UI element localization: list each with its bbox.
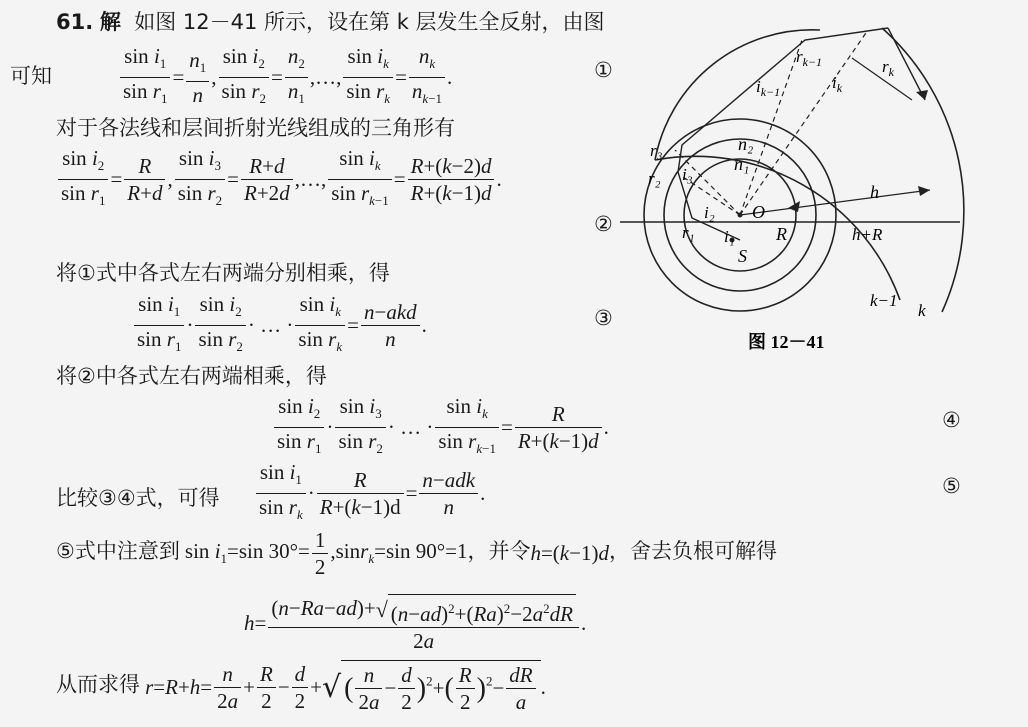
label-n1: n₁ (734, 154, 750, 174)
marker-2: ② (594, 212, 613, 236)
intro-line (56, 6, 605, 36)
multiply-label-1: 将①式中各式左右两端分别相乘，得 (56, 261, 390, 285)
intro-text: 如图 12－41 所示，设在第 k 层发生全反射，由图 (134, 10, 605, 34)
equation-1: $\frac{\sin i_1}{\sin r_1}$ = $\frac{n_1}{n}$ , $\frac{\sin i_2}{\sin r_2}$ = $\frac{n_2}{n_1}$ ,…, $\frac{\sin i_k}{\sin r_k}$ = $\frac{n_k}{n_{k-1}}$ . (118, 44, 452, 111)
label-S: S (738, 246, 747, 266)
r-formula: 从而求得 r=R+h= $\frac{n}{2a}$ + $\frac{R}{2}$ − $\frac{d}{2}$ +√ ( $\frac{n}{2a}$ − $\frac{d}{2}$ )$^2$+( $\frac{R}{2}$ )$^2$− $\frac{dR}{a}$ . (56, 661, 546, 714)
compare-label: 比较③④式，可得 (56, 486, 220, 510)
equation-5: $\frac{\sin i_1}{\sin r_k}$ · $\frac{R}{R+(k-1)d}$ = n−adk n . (254, 460, 485, 527)
label-i1: i₁ (724, 227, 735, 246)
label-ik: $i_k$ (832, 73, 843, 95)
label-O: O (752, 202, 765, 222)
label-h: h (870, 182, 879, 202)
h-formula: h= $\frac{(n-Ra-ad)+√ (n-ad)^2+(Ra)^2-2a^2dR}{2a}$ . (244, 595, 587, 653)
kezhi-label: 可知 (10, 64, 52, 88)
solution-label: 解 (99, 10, 121, 34)
label-i2: i₂ (704, 203, 715, 222)
label-n2: n₂ (738, 134, 754, 154)
problem-number: 61. (56, 10, 94, 34)
figure-12-41 (620, 0, 1020, 360)
label-rk: $r_k$ (882, 57, 894, 79)
label-ik1: $i_{k-1}$ (756, 77, 781, 99)
label-r2: r₂ (648, 169, 661, 188)
figure-caption: 图 12－41 (748, 332, 825, 352)
marker-4: ④ (942, 408, 961, 432)
substitution-line: ⑤式中注意到 $\sin i_1=\sin$ 30°= $\frac{1}{2}$ ,sinr$_k$=sin 90°=1，并令h=(k−1)d，舍去负根可解得 (56, 528, 777, 579)
equation-3: $\frac{\sin i_1}{\sin r_1}$ · $\frac{\sin i_2}{\sin r_2}$ · … · $\frac{\sin i_k}{\sin r_k}$ = n−akd n . (132, 292, 427, 359)
label-k1: k−1 (870, 291, 898, 310)
note-text-b: ，并令 (467, 539, 531, 563)
label-hR: h+R (852, 225, 883, 244)
label-r3: r₃ (650, 141, 663, 160)
equation-4: $\frac{\sin i_2}{\sin r_1}$ · $\frac{\sin i_3}{\sin r_2}$ · … · $\frac{\sin i_k}{\sin r_{k-1}}$ = $\frac{R}{R+(k-1)d}$ . (272, 394, 609, 461)
result-label: 从而求得 (56, 672, 140, 697)
label-k: k (918, 301, 926, 320)
label-R: R (776, 224, 787, 244)
triangle-label: 对于各法线和层间折射光线组成的三角形有 (56, 116, 455, 140)
marker-1: ① (594, 58, 613, 82)
label-rk1: $r_{k-1}$ (796, 47, 823, 69)
marker-3: ③ (594, 306, 613, 330)
circle-k (882, 28, 964, 312)
multiply-label-2: 将②中各式左右两端相乘，得 (56, 364, 327, 388)
label-r1: r₁ (682, 223, 695, 242)
note-text-c: ，舍去负根可解得 (608, 539, 777, 563)
marker-5: ⑤ (942, 474, 961, 498)
note-text-a: ⑤式中注意到 (56, 539, 180, 563)
equation-2: $\frac{\sin i_2}{\sin r_1}$ = $\frac{R}{R+d}$ , $\frac{\sin i_3}{\sin r_2}$ = $\frac{R+d}{R+2d}$ ,…, $\frac{\sin i_k}{\sin r_{k-1}}$ = $\frac{R+(k-2)d}{R+(k-1)d}$ . (56, 146, 502, 213)
label-i3: i₃ (682, 165, 693, 184)
